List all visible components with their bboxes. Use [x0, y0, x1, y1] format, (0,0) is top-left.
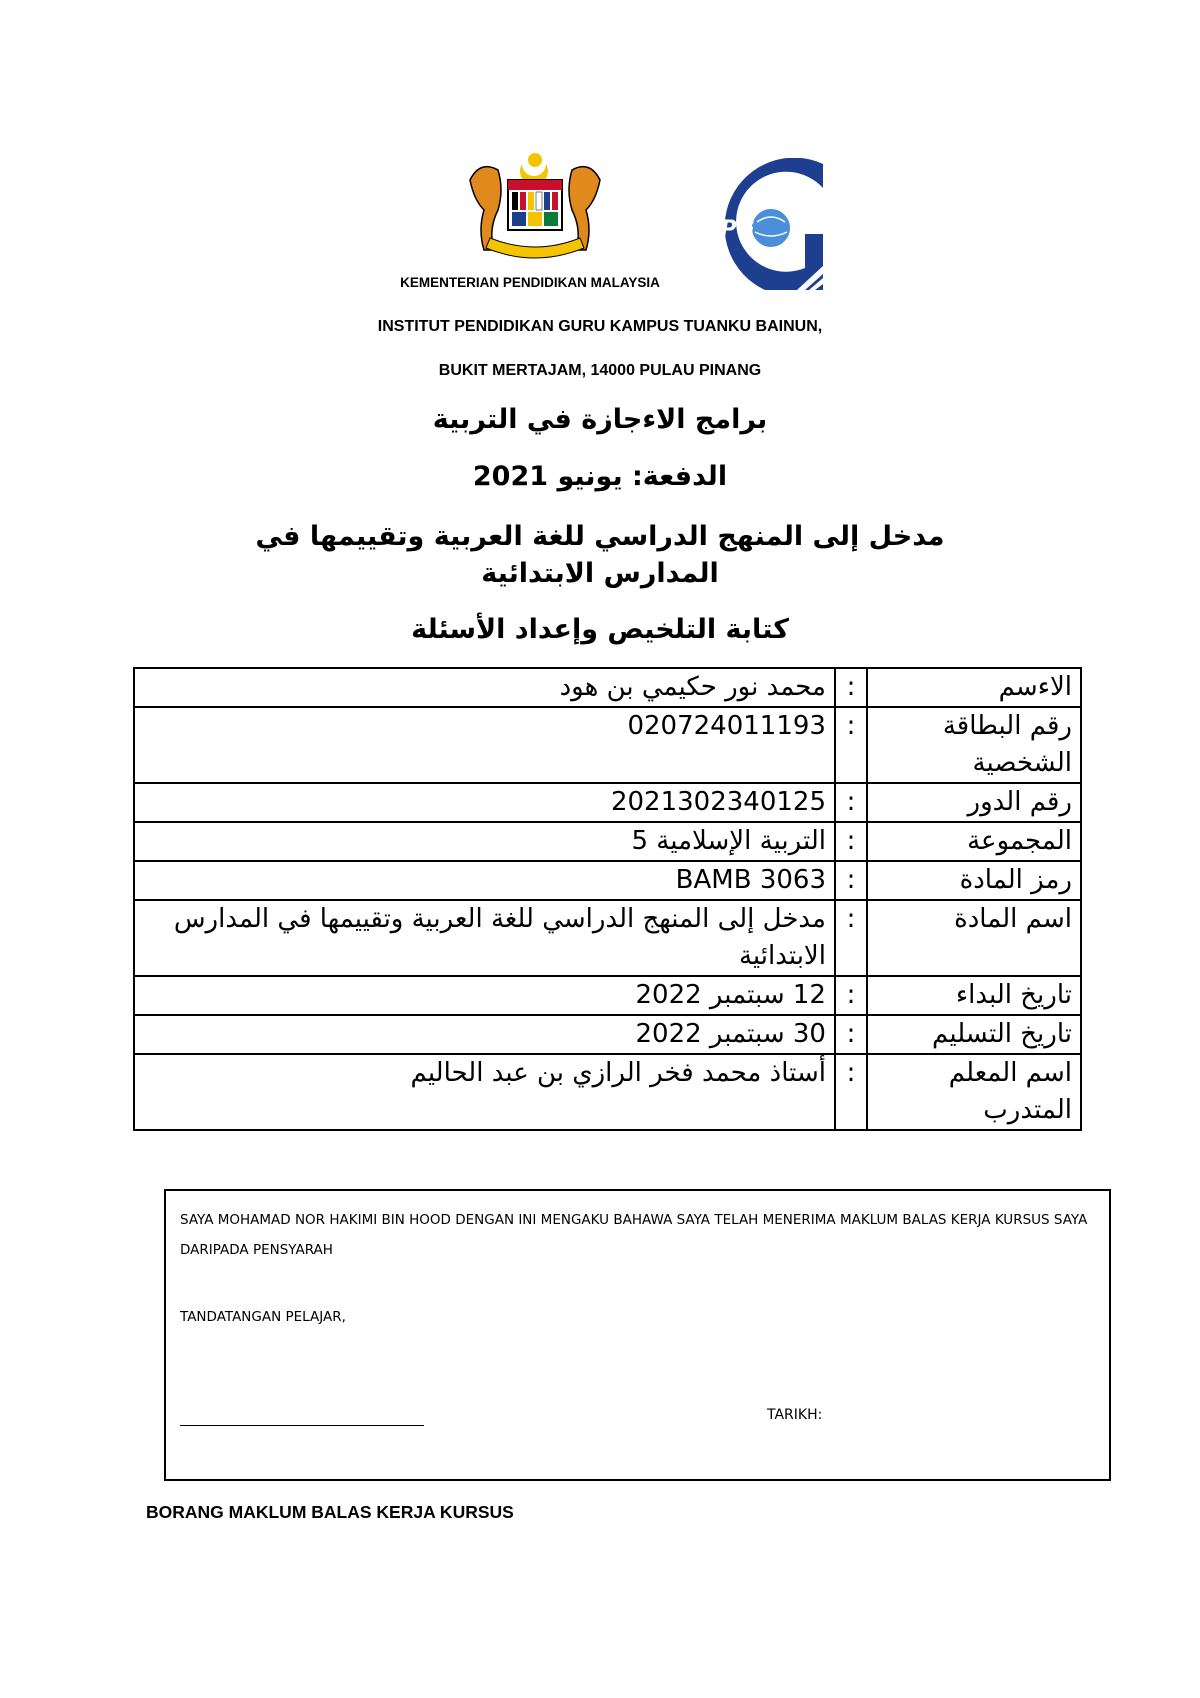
row-label: تاريخ البداء — [867, 976, 1081, 1015]
form-title: BORANG MAKLUM BALAS KERJA KURSUS — [146, 1502, 514, 1522]
row-value: 30 سبتمبر 2022 — [134, 1015, 835, 1054]
malaysia-coat-of-arms-icon — [460, 150, 610, 265]
row-value: التربية الإسلامية 5 — [134, 822, 835, 861]
course-title-line2: المدارس الابتدائية — [481, 558, 719, 589]
row-value: 2021302340125 — [134, 783, 835, 822]
row-label: اسم المادة — [867, 900, 1081, 976]
course-title-line1: مدخل إلى المنهج الدراسي للغة العربية وتقييمها في — [255, 521, 945, 552]
row-label: رقم البطاقة الشخصية — [867, 707, 1081, 783]
table-row — [134, 1015, 1081, 1054]
program-title: برامج الاءجازة في التربية — [432, 404, 768, 435]
row-label: اسم المعلم المتدرب — [867, 1054, 1081, 1130]
date-label: TARIKH: — [767, 1407, 823, 1423]
row-label: تاريخ التسليم — [867, 1015, 1081, 1054]
table-row — [134, 783, 1081, 822]
signature-line — [180, 1425, 424, 1426]
row-colon: : — [835, 822, 867, 861]
signature-label: TANDATANGAN PELAJAR, — [180, 1309, 346, 1325]
declaration-box — [164, 1189, 1111, 1481]
row-colon: : — [835, 1054, 867, 1130]
row-value: مدخل إلى المنهج الدراسي للغة العربية وتقييمها في المدارس الابتدائية — [134, 900, 835, 976]
table-row — [134, 1054, 1081, 1130]
row-value: BAMB 3063 — [134, 861, 835, 900]
ipg-logo-text: iPG — [713, 217, 755, 242]
table-row — [134, 822, 1081, 861]
row-label: رمز المادة — [867, 861, 1081, 900]
row-value: أستاذ محمد فخر الرازي بن عبد الحاليم — [134, 1054, 835, 1130]
table-row — [134, 900, 1081, 976]
row-label: الاءسم — [867, 668, 1081, 707]
row-colon: : — [835, 861, 867, 900]
row-colon: : — [835, 976, 867, 1015]
row-value: 12 سبتمبر 2022 — [134, 976, 835, 1015]
row-colon: : — [835, 707, 867, 783]
institute-name: INSTITUT PENDIDIKAN GURU KAMPUS TUANKU BAINUN, — [377, 318, 823, 335]
institute-address: BUKIT MERTAJAM, 14000 PULAU PINANG — [438, 362, 762, 379]
ipg-logo-icon — [705, 158, 835, 298]
row-value: 020724011193 — [134, 707, 835, 783]
row-label: المجموعة — [867, 822, 1081, 861]
row-colon: : — [835, 1015, 867, 1054]
ministry-name: KEMENTERIAN PENDIDIKAN MALAYSIA — [400, 275, 660, 290]
row-colon: : — [835, 783, 867, 822]
row-label: رقم الدور — [867, 783, 1081, 822]
table-row — [134, 668, 1081, 707]
row-value: محمد نور حكيمي بن هود — [134, 668, 835, 707]
table-row — [134, 861, 1081, 900]
row-colon: : — [835, 668, 867, 707]
table-row — [134, 976, 1081, 1015]
row-colon: : — [835, 900, 867, 976]
declaration-text: SAYA MOHAMAD NOR HAKIMI BIN HOOD DENGAN INI MENGAKU BAHAWA SAYA TELAH MENERIMA MAKLUM BALAS KERJA KURSUS SAYA DARIPADA PENSYARAH — [180, 1212, 1088, 1258]
table-row — [134, 707, 1081, 783]
batch-title: الدفعة: يونيو 2021 — [472, 461, 728, 492]
assignment-title: كتابة التلخيص وإعداد الأسئلة — [411, 614, 789, 645]
student-info-table — [133, 667, 1082, 1131]
